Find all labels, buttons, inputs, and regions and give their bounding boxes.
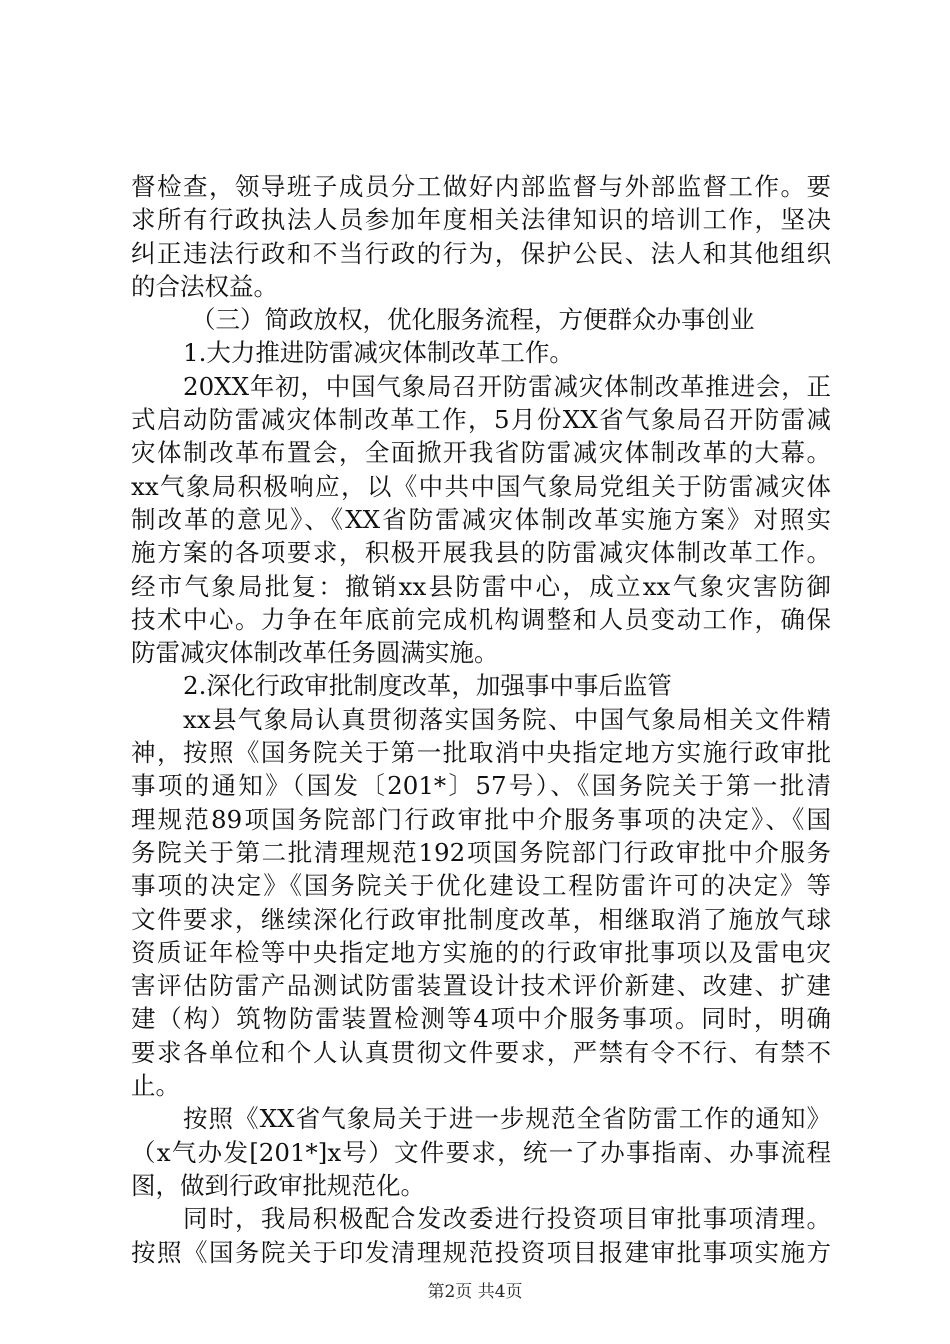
text-line: 制改革的意见》、《XX省防雷减灾体制改革实施方案》对照实 [131, 504, 831, 534]
text-line: 督检查，领导班子成员分工做好内部监督与外部监督工作。要 [131, 172, 831, 201]
subsection-heading: 1.大力推进防雷减灾体制改革工作。 [183, 338, 574, 368]
text-line: 害评估防雷产品测试防雷装置设计技术评价新建、改建、扩建 [131, 971, 831, 1001]
text-line: 防雷减灾体制改革任务圆满实施。 [131, 638, 499, 668]
text-line: 事项的通知》（国发〔201*〕57号）、《国务院关于第一批清 [131, 771, 831, 801]
text-line: 神，按照《国务院关于第一批取消中央指定地方实施行政审批 [131, 738, 831, 768]
text-line: 纠正违法行政和不当行政的行为，保护公民、法人和其他组织 [131, 238, 831, 268]
text-line: 止。 [131, 1071, 180, 1101]
text-line: 理规范89项国务院部门行政审批中介服务事项的决定》、《国 [131, 804, 831, 834]
text-line: 按照《XX省气象局关于进一步规范全省防雷工作的通知》 [183, 1104, 831, 1134]
text-line: 施方案的各项要求，积极开展我县的防雷减灾体制改革工作。 [131, 538, 831, 568]
text-line: 同时，我局积极配合发改委进行投资项目审批事项清理。 [183, 1204, 831, 1234]
text-line: 的合法权益。 [131, 271, 278, 301]
text-line: 式启动防雷减灾体制改革工作，5月份XX省气象局召开防雷减 [131, 405, 831, 435]
text-line: 资质证年检等中央指定地方实施的的行政审批事项以及雷电灾 [131, 937, 831, 967]
text-line: 建（构）筑物防雷装置检测等4项中介服务事项。同时，明确 [131, 1004, 831, 1034]
text-line: 务院关于第二批清理规范192项国务院部门行政审批中介服务 [131, 837, 831, 867]
text-line: 20XX年初，中国气象局召开防雷减灾体制改革推进会，正 [183, 371, 831, 401]
text-line: 文件要求，继续深化行政审批制度改革，相继取消了施放气球 [131, 904, 831, 934]
text-line: 经市气象局批复：撤销xx县防雷中心，成立xx气象灾害防御 [131, 571, 831, 601]
document-body [131, 170, 831, 1269]
text-line: xx气象局积极响应，以《中共中国气象局党组关于防雷减灾体 [131, 471, 831, 501]
text-line: 灾体制改革布置会，全面掀开我省防雷减灾体制改革的大幕。 [131, 438, 831, 468]
text-line: 要求各单位和个人认真贯彻文件要求，严禁有令不行、有禁不 [131, 1037, 831, 1067]
section-heading: （三）简政放权，优化服务流程，方便群众办事创业 [191, 305, 755, 335]
text-line: 图，做到行政审批规范化。 [131, 1170, 425, 1200]
text-line: （x气办发[201*]x号）文件要求，统一了办事指南、办事流程 [131, 1137, 831, 1167]
text-line: 事项的决定》《国务院关于优化建设工程防雷许可的决定》等 [131, 871, 831, 901]
text-line: 技术中心。力争在年底前完成机构调整和人员变动工作，确保 [131, 604, 831, 634]
page-number-footer: 第2页 共4页 [427, 1282, 523, 1302]
subsection-heading: 2.深化行政审批制度改革，加强事中事后监管 [183, 671, 672, 701]
text-line: 按照《国务院关于印发清理规范投资项目报建审批事项实施方 [131, 1237, 831, 1267]
text-line: xx县气象局认真贯彻落实国务院、中国气象局相关文件精 [183, 704, 831, 734]
text-line: 求所有行政执法人员参加年度相关法律知识的培训工作，坚决 [131, 205, 831, 235]
